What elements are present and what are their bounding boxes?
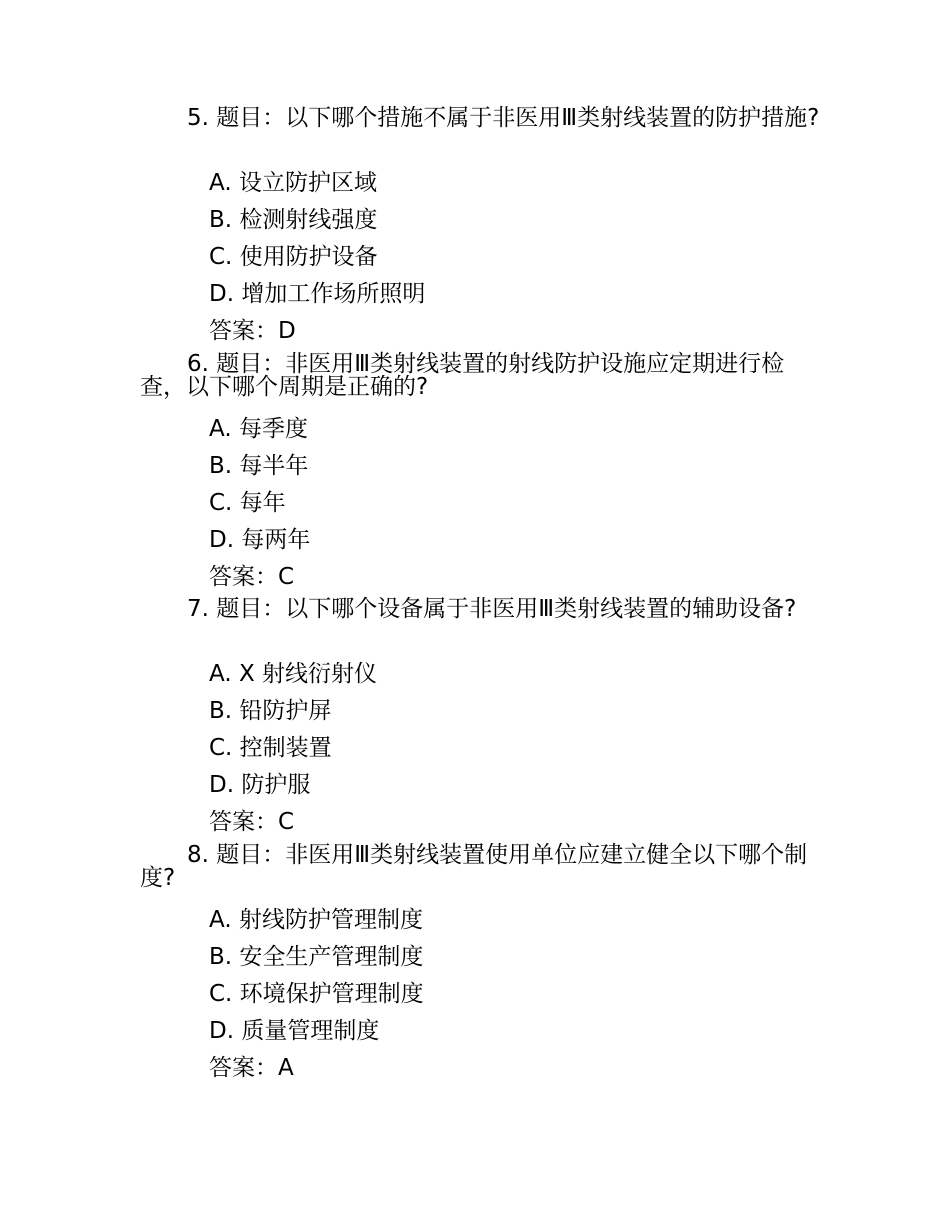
- question-5: [140, 107, 820, 350]
- option-b: B. 检测射线强度: [209, 207, 378, 233]
- question-8: [140, 844, 820, 1087]
- option-d: D. 增加工作场所照明: [209, 281, 426, 307]
- question-stem: 6. 题目：非医用Ⅲ类射线装置的射线防护设施应定期进行检查，以下哪个周期是正确的?: [140, 351, 785, 400]
- option-a: A. 射线防护管理制度: [209, 907, 423, 933]
- question-stem: 8. 题目：非医用Ⅲ类射线装置使用单位应建立健全以下哪个制度?: [140, 842, 808, 891]
- option-a: A. 设立防护区域: [209, 170, 377, 196]
- option-b: B. 安全生产管理制度: [209, 944, 424, 970]
- option-b: B. 每半年: [209, 453, 309, 479]
- option-d: D. 防护服: [209, 772, 311, 798]
- option-d: D. 质量管理制度: [209, 1018, 380, 1044]
- question-6: [140, 353, 820, 596]
- option-list: [140, 656, 820, 841]
- option-a: A. X 射线衍射仪: [209, 661, 378, 687]
- option-list: [140, 411, 820, 596]
- answer-line: 答案：A: [209, 1055, 294, 1081]
- option-c: C. 每年: [209, 490, 286, 516]
- question-stem: 5. 题目：以下哪个措施不属于非医用Ⅲ类射线装置的防护措施?: [187, 105, 820, 131]
- option-c: C. 控制装置: [209, 735, 332, 761]
- answer-line: 答案：D: [209, 318, 296, 344]
- answer-line: 答案：C: [209, 809, 295, 835]
- option-d: D. 每两年: [209, 527, 311, 553]
- answer-line: 答案：C: [209, 564, 295, 590]
- option-a: A. 每季度: [209, 416, 308, 442]
- option-b: B. 铅防护屏: [209, 698, 332, 724]
- question-stem: 7. 题目：以下哪个设备属于非医用Ⅲ类射线装置的辅助设备?: [187, 596, 797, 622]
- option-list: [140, 165, 820, 350]
- option-c: C. 环境保护管理制度: [209, 981, 424, 1007]
- question-7: [140, 598, 820, 841]
- option-c: C. 使用防护设备: [209, 244, 378, 270]
- option-list: [140, 902, 820, 1087]
